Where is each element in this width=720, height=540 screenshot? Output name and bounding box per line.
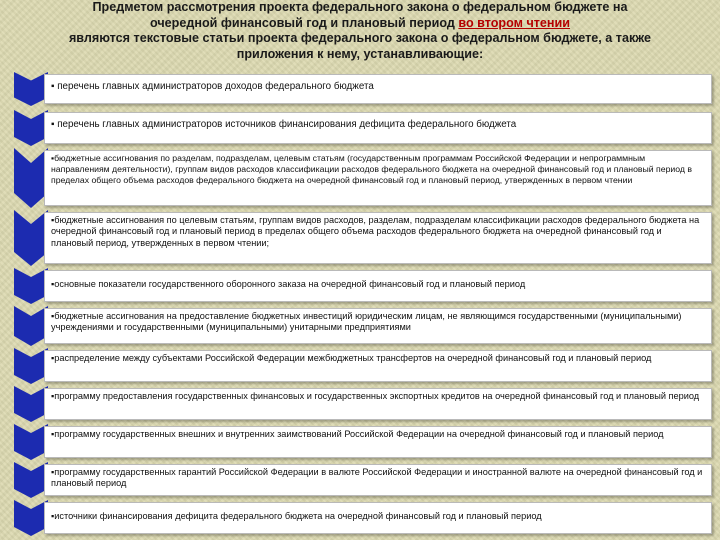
list-item-text: ▪ перечень главных администраторов источников финансирования дефицита федерального бюджета xyxy=(51,119,517,130)
title-line-2-text: очередной финансовый год и плановый период xyxy=(149,15,459,30)
list-item-box xyxy=(44,74,712,104)
chevron-icon xyxy=(14,386,48,422)
list-item-box xyxy=(44,502,712,534)
list-item-text: ▪источники финансирования дефицита федерального бюджета на очередной финансовый год и плановый период xyxy=(51,511,542,521)
list-item-box xyxy=(44,388,712,420)
list-item-box xyxy=(44,270,712,302)
chevron-icon xyxy=(14,268,48,304)
list-item-text: ▪основные показатели государственного оборонного заказа на очередной финансовый год и плановый период xyxy=(51,279,526,289)
chevron-icon xyxy=(14,110,48,146)
title-line-4: приложения к нему, устанавливающие: xyxy=(236,46,484,61)
list-item-box xyxy=(44,308,712,344)
title-highlight: во втором чтении xyxy=(458,15,571,30)
chevron-icon xyxy=(14,348,48,384)
list-item-box xyxy=(44,112,712,144)
list-item xyxy=(0,386,720,422)
list-item xyxy=(0,462,720,498)
list-item xyxy=(0,210,720,266)
title-line-1: Предметом рассмотрения проекта федерального закона о федеральном бюджете на xyxy=(92,0,628,14)
list-item-box xyxy=(44,464,712,496)
list-item xyxy=(0,148,720,208)
chevron-icon xyxy=(14,306,48,346)
list-item-text: ▪бюджетные ассигнования по разделам, подразделам, целевым статьям (государственным программам Российской Федерации и непрограммным направлениям деятельности), группам видов расходов классификации расходов федерального бюджета на очередной финансовый год и плановый период в пределах общего объема расходов федерального бюджета на очередной финансовый год и плановый период, утвержденных в первом чтении xyxy=(51,153,693,185)
list-item xyxy=(0,268,720,304)
list-item-box xyxy=(44,150,712,206)
list-item xyxy=(0,348,720,384)
list-item-text: ▪программу предоставления государственных финансовых и государственных экспортных кредитов на очередной финансовый год и плановый период xyxy=(51,391,700,401)
list-item-text: ▪бюджетные ассигнования на предоставление бюджетных инвестиций юридическим лицам, не являющимся государственными (муниципальными) учреждениями и государственными (муниципальными) унитарными предприятиями xyxy=(51,311,682,333)
list-item xyxy=(0,110,720,146)
chevron-icon xyxy=(14,72,48,106)
list-item-text: ▪ перечень главных администраторов доходов федерального бюджета xyxy=(51,81,374,92)
list-item-text: ▪бюджетные ассигнования по целевым статьям, группам видов расходов, разделам, подразделам классификации расходов федерального бюджета на очередной финансовый год и плановый период в пределах общего объема расходов федерального бюджета на очередной финансовый год и плановый период, утвержденных в первом чтении; xyxy=(51,215,700,248)
list-item-box xyxy=(44,426,712,458)
list-item xyxy=(0,72,720,106)
list-item-text: ▪программу государственных внешних и внутренних заимствований Российской Федерации на очередной финансовый год и плановый период xyxy=(51,429,664,439)
list-item xyxy=(0,306,720,346)
chevron-icon xyxy=(14,462,48,498)
list-item xyxy=(0,424,720,460)
list-item-text: ▪распределение между субъектами Российской Федерации межбюджетных трансфертов на очередной финансовый год и плановый период xyxy=(51,353,652,363)
title-line-3: являются текстовые статьи проекта федерального закона о федеральном бюджете, а также xyxy=(68,31,652,45)
chevron-icon xyxy=(14,500,48,536)
list-item xyxy=(0,500,720,536)
list-item-box xyxy=(44,212,712,264)
title-line-2 xyxy=(0,16,720,32)
chevron-icon xyxy=(14,148,48,208)
chevron-icon xyxy=(14,424,48,460)
list-item-box xyxy=(44,350,712,382)
chevron-icon xyxy=(14,210,48,266)
list-item-text: ▪программу государственных гарантий Российской Федерации в валюте Российской Федерации и иностранной валюте на очередной финансовый год и плановый период xyxy=(51,467,703,489)
slide-title xyxy=(0,0,720,70)
